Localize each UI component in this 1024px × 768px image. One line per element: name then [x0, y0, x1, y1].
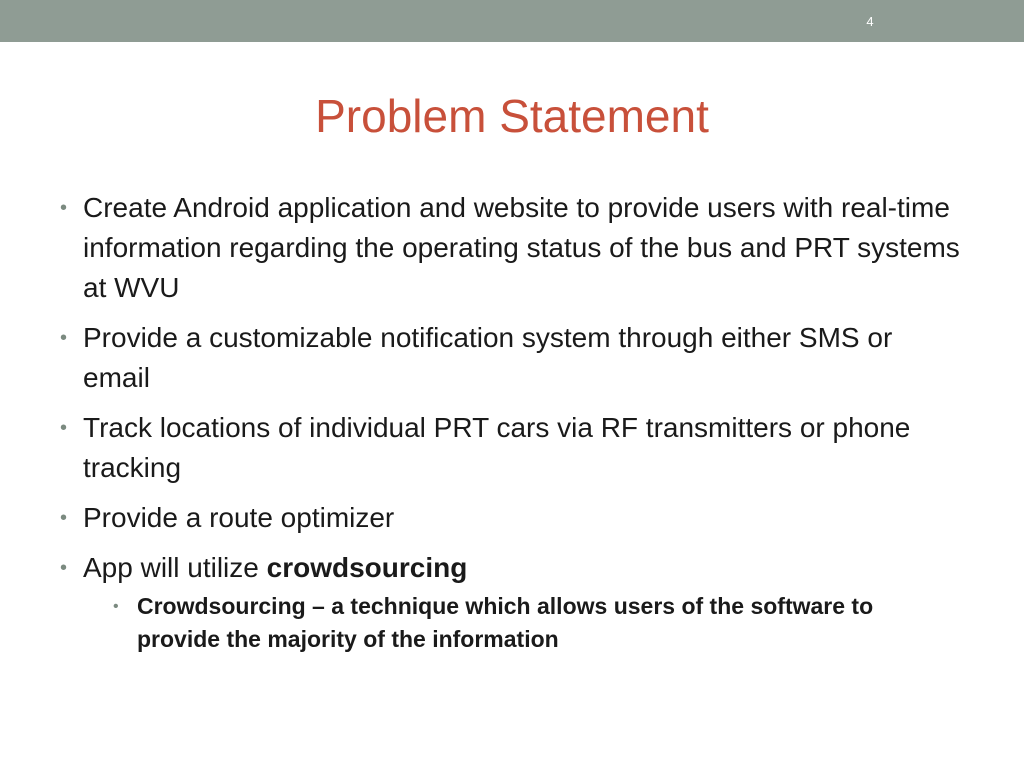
bullet-item [60, 188, 960, 308]
sub-bullet-text: Crowdsourcing – a technique which allows users of the software to provide the majority of the information [137, 593, 874, 652]
bullet-icon: • [60, 507, 68, 529]
top-bar [0, 0, 1024, 42]
bullet-text: App will utilize [83, 552, 267, 583]
slide-title: Problem Statement [315, 90, 709, 142]
bullet-item [60, 548, 960, 656]
bullet-text: Provide a customizable notification system through either SMS or email [83, 322, 893, 393]
bullet-icon: • [60, 197, 68, 219]
bullet-icon: • [60, 327, 68, 349]
bullet-list [60, 188, 960, 666]
bullet-item [60, 498, 960, 538]
sub-bullet-item [113, 590, 927, 656]
bullet-item [60, 318, 960, 398]
bullet-bold-text: crowdsourcing [266, 552, 468, 583]
sub-bullet-icon: • [113, 598, 119, 615]
bullet-icon: • [60, 557, 68, 579]
bullet-icon: • [60, 417, 68, 439]
sub-bullet-list [83, 590, 960, 656]
bullet-text: Track locations of individual PRT cars via RF transmitters or phone tracking [83, 412, 911, 483]
slide-number: 4 [866, 14, 874, 29]
bullet-item [60, 408, 960, 488]
bullet-text: Create Android application and website to provide users with real-time information regarding the operating status of the bus and PRT systems at WVU [83, 192, 960, 303]
bullet-text: Provide a route optimizer [83, 502, 395, 533]
